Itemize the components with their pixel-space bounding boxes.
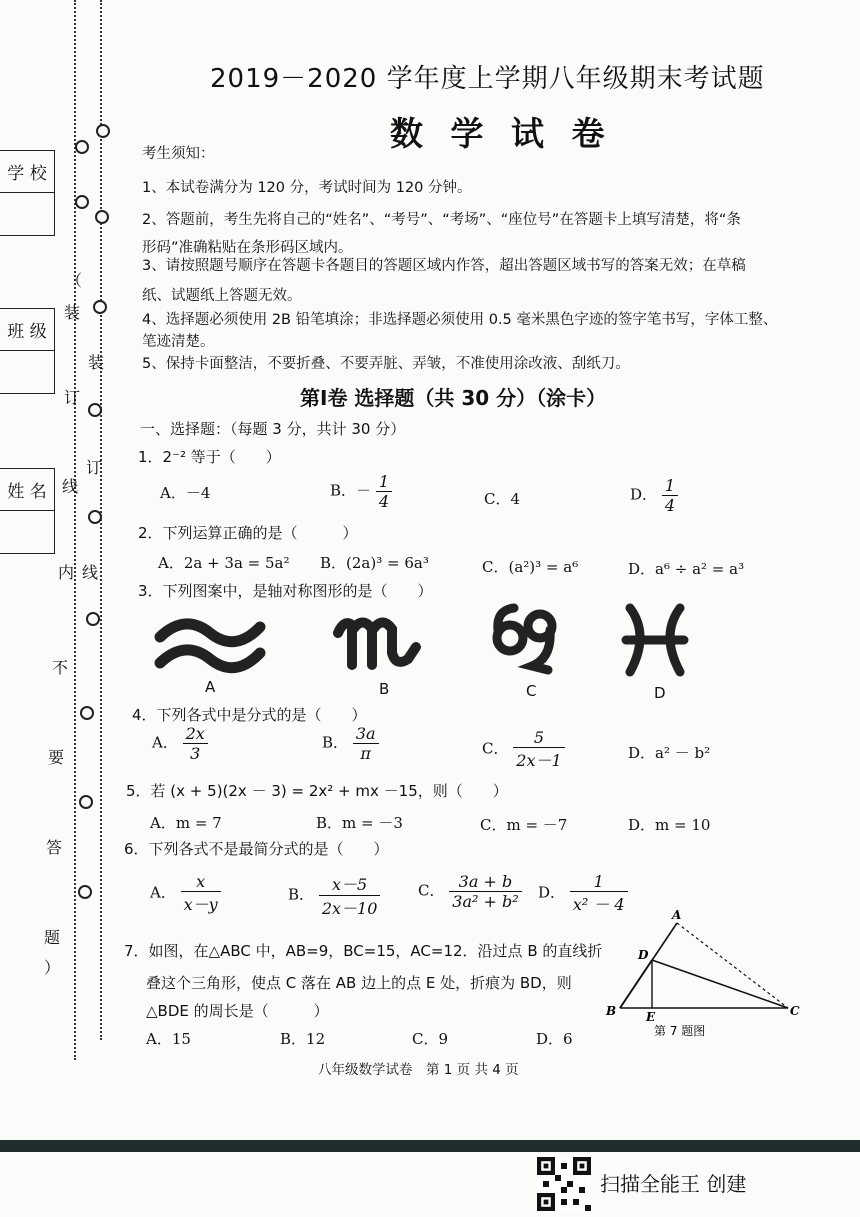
q3-figure-b <box>330 605 430 675</box>
binding-char: 答 <box>46 838 63 857</box>
q1-stem: 1．2⁻² 等于（ ） <box>138 448 281 466</box>
notice-heading: 考生须知： <box>142 146 215 162</box>
notice-line: 2、答题前，考生先将自己的“姓名”、“考号”、“考场”、“座位号”在答题卡上填写清楚，将“条 <box>142 212 741 228</box>
binding-hole <box>79 795 93 809</box>
q7-option-a[interactable]: A．15 <box>146 1030 191 1048</box>
q4-option-a[interactable]: A． $\frac{2x}{3}$ <box>152 724 208 763</box>
q7-line: 叠这个三角形，使点 C 落在 AB 边上的点 E 处，折痕为 BD，则 <box>146 974 572 992</box>
page-footer: 八年级数学试卷 第 1 页 共 4 页 <box>318 1062 519 1078</box>
school-label: 学 校 <box>0 159 54 193</box>
q5-option-c[interactable]: C．m = －7 <box>480 816 568 834</box>
binding-hole <box>80 706 94 720</box>
section-title: 第Ⅰ卷 选择题（共 30 分）（涂卡） <box>300 386 607 410</box>
q5-option-a[interactable]: A．m = 7 <box>150 814 222 832</box>
q5-option-b[interactable]: B．m = －3 <box>316 814 403 832</box>
q7-point-e: E <box>646 1010 656 1024</box>
q3-figure-c <box>488 600 568 680</box>
q6-option-a[interactable]: A． $\frac{x}{x-y}$ <box>150 872 221 915</box>
binding-hole <box>78 885 92 899</box>
notice-line: 纸、试题纸上答题无效。 <box>142 288 302 304</box>
binding-hole <box>86 612 100 626</box>
q1-option-b[interactable]: B．－ $\frac{1}{4}$ <box>330 472 392 511</box>
notice-line: 笔迹清楚。 <box>142 334 215 350</box>
q3-label-b[interactable]: B <box>379 680 390 698</box>
binding-char: 订 <box>86 458 103 477</box>
q6-option-d[interactable]: D． $\frac{1}{\text{x² － 4}}$ <box>538 872 628 915</box>
notice-line: 4、选择题必须使用 2B 铅笔填涂；非选择题必须使用 0.5 毫米黑色字迹的签字笔书写，字体工整、 <box>142 312 778 328</box>
q3-figure-a <box>150 605 270 675</box>
q6-option-b[interactable]: B． $\frac{x-5}{2x-10}$ <box>288 872 380 919</box>
q7-line: 7．如图，在△ABC 中，AB=9，BC=15，AC=12．沿过点 B 的直线折 <box>124 942 603 960</box>
binding-char: 要 <box>48 748 65 767</box>
exam-subtitle: 数 学 试 卷 <box>390 114 613 153</box>
q7-figure <box>600 905 810 1040</box>
class-label: 班 级 <box>0 317 54 351</box>
binding-hole <box>75 140 89 154</box>
q3-label-a[interactable]: A <box>205 678 216 696</box>
q3-stem: 3．下列图案中，是轴对称图形的是（ ） <box>138 582 433 600</box>
q7-line: △BDE 的周长是（ ） <box>146 1002 329 1020</box>
binding-hole <box>75 195 89 209</box>
q4-option-c[interactable]: C． $\frac{5}{2x-1}$ <box>482 728 565 771</box>
q4-stem: 4．下列各式中是分式的是（ ） <box>132 706 367 724</box>
q4-option-d[interactable]: D．a² － b² <box>628 744 711 762</box>
q7-figure-caption: 第 7 题图 <box>654 1024 706 1038</box>
name-label: 姓 名 <box>0 477 54 511</box>
binding-hole <box>88 403 102 417</box>
q2-option-a[interactable]: A．2a + 3a = 5a² <box>158 554 290 572</box>
q2-stem: 2．下列运算正确的是（ ） <box>138 524 358 542</box>
q6-stem: 6．下列各式不是最简分式的是（ ） <box>124 840 389 858</box>
q2-option-d[interactable]: D．a⁶ ÷ a² = a³ <box>628 560 745 578</box>
exam-title: 2019－2020 学年度上学期八年级期末考试题 <box>210 64 765 94</box>
binding-char: 装 <box>64 303 81 322</box>
q7-point-c: C <box>790 1004 800 1018</box>
binding-hole <box>93 300 107 314</box>
q7-point-b: B <box>606 1004 617 1018</box>
notice-line: 5、保持卡面整洁，不要折叠、不要弄脏、弄皱，不准使用涂改液、刮纸刀。 <box>142 356 630 372</box>
notice-line: 1、本试卷满分为 120 分，考试时间为 120 分钟。 <box>142 180 472 196</box>
q5-option-d[interactable]: D．m = 10 <box>628 816 711 834</box>
q6-option-c[interactable]: C． $\frac{3a + b}{\text{3a² + b²}}$ <box>418 872 522 911</box>
binding-char: （ <box>66 271 83 290</box>
q1-option-a[interactable]: A．－4 <box>160 484 211 502</box>
q5-stem: 5．若 (x + 5)(2x － 3) = 2x² + mx －15，则（ ） <box>126 782 508 800</box>
binding-char: 订 <box>64 388 81 407</box>
binding-char: 线 <box>82 563 99 582</box>
q7-point-a: A <box>672 908 682 922</box>
binding-char: 装 <box>88 353 105 372</box>
q7-option-c[interactable]: C．9 <box>412 1030 449 1048</box>
class-box[interactable] <box>0 308 55 394</box>
q1-option-c[interactable]: C．4 <box>484 490 521 508</box>
q3-figure-d <box>620 600 690 680</box>
binding-char: ） <box>44 958 61 977</box>
q3-label-d[interactable]: D <box>654 684 666 702</box>
binding-hole <box>96 124 110 138</box>
part-heading: 一、选择题：（每题 3 分，共计 30 分） <box>140 420 406 438</box>
school-box[interactable] <box>0 150 55 236</box>
q7-option-d[interactable]: D．6 <box>536 1030 573 1048</box>
q7-option-b[interactable]: B．12 <box>280 1030 326 1048</box>
q3-label-c[interactable]: C <box>526 682 537 700</box>
name-box[interactable] <box>0 468 55 554</box>
q2-option-c[interactable]: C．(a²)³ = a⁶ <box>482 558 579 576</box>
q7-point-d: D <box>638 948 649 962</box>
q2-option-b[interactable]: B．(2a)³ = 6a³ <box>320 554 429 572</box>
notice-line: 3、请按照题号顺序在答题卡各题目的答题区域内作答，超出答题区域书写的答案无效；在草稿 <box>142 258 746 274</box>
binding-dotted-line <box>74 0 76 1060</box>
qr-code-icon <box>537 1157 591 1211</box>
binding-char: 不 <box>52 658 69 677</box>
binding-hole <box>95 210 109 224</box>
q4-option-b[interactable]: B． $\frac{3a}{\pi}$ <box>322 724 379 763</box>
scan-bottom-bar <box>0 1140 860 1152</box>
binding-char: 内 <box>58 563 75 582</box>
watermark-text: 扫描全能王 创建 <box>600 1172 747 1196</box>
q1-option-d[interactable]: D． $\frac{1}{4}$ <box>630 476 678 515</box>
binding-char: 线 <box>62 477 79 496</box>
binding-hole <box>88 510 102 524</box>
notice-line: 形码”准确粘贴在条形码区域内。 <box>142 240 353 256</box>
binding-char: 题 <box>44 928 61 947</box>
